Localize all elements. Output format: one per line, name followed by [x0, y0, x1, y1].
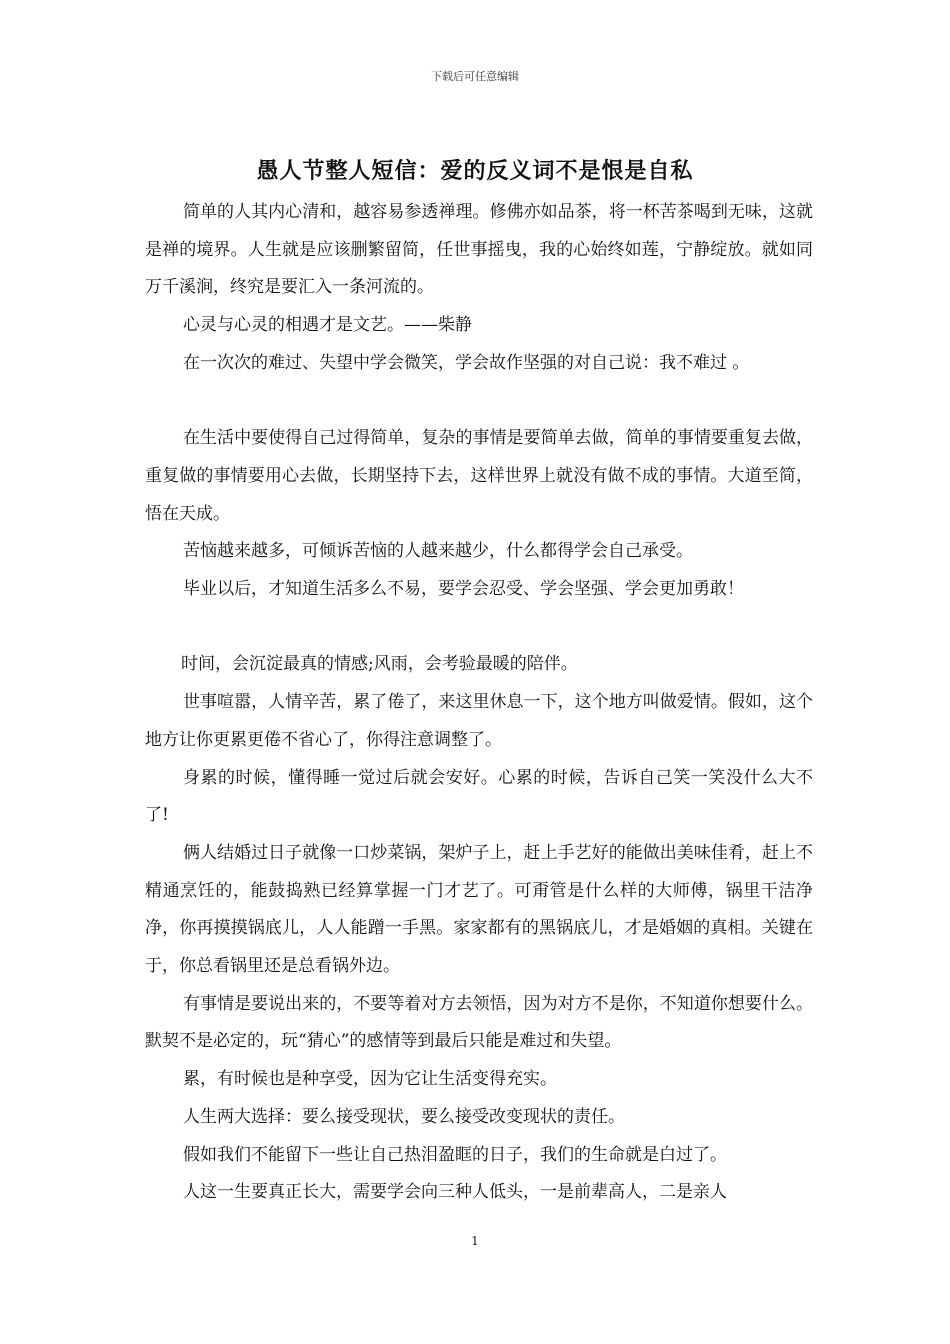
document-title: 愚人节整人短信：爱的反义词不是恨是自私	[256, 158, 694, 184]
paragraph: 人这一生要真正长大，需要学会向三种人低头，一是前辈高人，二是亲人	[183, 1182, 727, 1203]
document-body	[145, 194, 813, 1212]
paragraph: 心灵与心灵的相遇才是文艺。——柴静	[183, 315, 472, 336]
paragraph: 时间，会沉淀最真的情感;风雨，会考验最暖的陪伴。	[181, 654, 578, 675]
paragraph: 假如我们不能留下一些让自己热泪盈眶的日子，我们的生命就是白过了。	[183, 1144, 727, 1165]
paragraph: 有事情是要说出来的，不要等着对方去领悟，因为对方不是你，不知道你想要什么。默契不是必定的，玩“猜心”的感情等到最后只能是难过和失望。	[145, 993, 813, 1052]
paragraph: 俩人结婚过日子就像一口炒菜锅，架炉子上，赶上手艺好的能做出美味佳肴，赶上不精通烹饪的，能鼓捣熟已经算掌握一门才艺了。可甭管是什么样的大师傅，锅里干洁净净，你再摸摸锅底儿，人人能蹭一手黑。家家都有的黑锅底儿，才是婚姻的真相。关键在于，你总看锅里还是总看锅外边。	[145, 842, 813, 977]
paragraph: 累，有时候也是种享受，因为它让生活变得充实。	[183, 1069, 557, 1090]
paragraph: 苦恼越来越多，可倾诉苦恼的人越来越少，什么都得学会自己承受。	[183, 541, 693, 562]
page-header: 下载后可任意编辑	[431, 70, 519, 83]
paragraph: 在一次次的难过、失望中学会微笑，学会故作坚强的对自己说：我不难过 。	[183, 352, 750, 373]
paragraph: 在生活中要使得自己过得简单，复杂的事情是要简单去做，简单的事情要重复去做，重复做的事情要用心去做，长期坚持下去，这样世界上就没有做不成的事情。大道至简，悟在天成。	[145, 428, 813, 524]
paragraph: 世事喧嚣，人情辛苦，累了倦了，来这里休息一下，这个地方叫做爱情。假如，这个地方让你更累更倦不省心了，你得注意调整了。	[145, 692, 813, 750]
paragraph: 身累的时候，懂得睡一觉过后就会安好。心累的时候，告诉自己笑一笑没什么大不了!	[145, 767, 813, 826]
paragraph: 简单的人其内心清和，越容易参透禅理。修佛亦如品茶，将一杯苦茶喝到无味，这就是禅的境界。人生就是应该删繁留简，任世事摇曳，我的心始终如莲，宁静绽放。就如同万千溪涧，终究是要汇入一条河流的。	[145, 202, 813, 298]
paragraph: 人生两大选择：要么接受现状，要么接受改变现状的责任。	[183, 1106, 625, 1127]
paragraph: 毕业以后，才知道生活多么不易，要学会忍受、学会坚强、学会更加勇敢！	[183, 579, 744, 600]
page-number: 1	[471, 1234, 479, 1248]
blank-line	[145, 609, 813, 647]
blank-line	[145, 383, 813, 421]
